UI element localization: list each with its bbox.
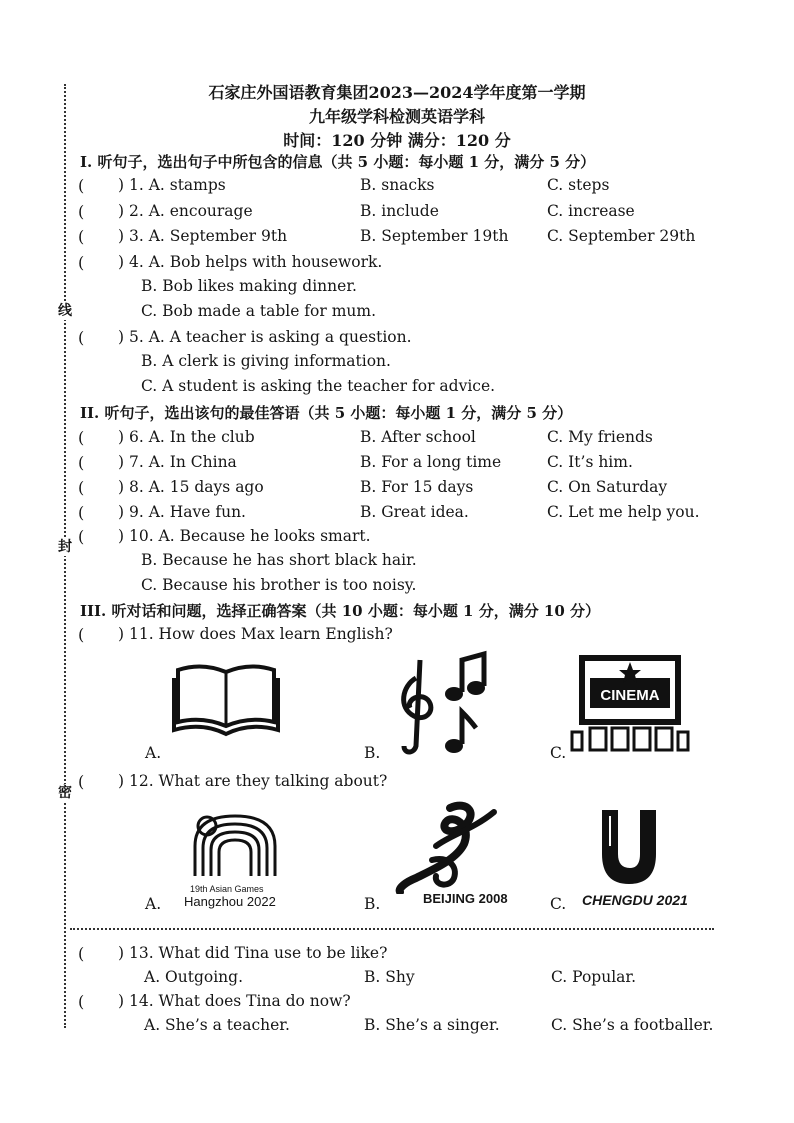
q10-option-a: ) 10. A. Because he looks smart. xyxy=(118,527,371,545)
q4-option-c: C. Bob made a table for mum. xyxy=(141,302,377,320)
q14-option-b: B. She’s a singer. xyxy=(364,1016,500,1034)
book-icon[interactable] xyxy=(170,662,282,738)
q9-option-b: B. Great idea. xyxy=(360,503,469,521)
q12-question: ) 12. What are they talking about? xyxy=(118,772,388,790)
answer-paren-3[interactable]: ( xyxy=(78,227,85,246)
answer-paren-8[interactable]: ( xyxy=(78,478,85,497)
answer-paren-1[interactable]: ( xyxy=(78,176,85,195)
section-3-heading: III. 听对话和问题，选择正确答案（共 10 小题：每小题 1 分，满分 10 分） xyxy=(80,602,601,620)
asian-games-logo-line1: 19th Asian Games xyxy=(190,884,264,894)
music-notes-icon[interactable] xyxy=(392,650,492,760)
cinema-icon[interactable] xyxy=(568,648,690,754)
q6-option-c: C. My friends xyxy=(547,428,653,446)
q3-option-c: C. September 29th xyxy=(547,227,696,245)
q9-option-a: ) 9. A. Have fun. xyxy=(118,503,246,521)
q4-option-b: B. Bob likes making dinner. xyxy=(141,277,357,295)
q6-option-b: B. After school xyxy=(360,428,476,446)
q10-option-b: B. Because he has short black hair. xyxy=(141,551,417,569)
q6-option-a: ) 6. A. In the club xyxy=(118,428,255,446)
q10-option-c: C. Because his brother is too noisy. xyxy=(141,576,417,594)
q4-option-a: ) 4. A. Bob helps with housework. xyxy=(118,253,383,271)
binding-line xyxy=(64,84,66,1028)
q8-option-b: B. For 15 days xyxy=(360,478,474,496)
beijing-olympics-logo[interactable] xyxy=(392,800,500,894)
q13-option-b: B. Shy xyxy=(364,968,415,986)
q1-option-b: B. snacks xyxy=(360,176,435,194)
q2-option-b: B. include xyxy=(360,202,439,220)
binding-label-secret: 密 xyxy=(58,785,72,801)
q11-option-a: A. xyxy=(145,744,162,762)
exam-subtitle: 九年级学科检测英语学科 xyxy=(308,107,485,126)
q12-option-c: C. xyxy=(550,895,567,913)
q12-option-b: B. xyxy=(364,895,381,913)
asian-games-hangzhou-logo[interactable] xyxy=(185,806,285,886)
answer-paren-4[interactable]: ( xyxy=(78,253,85,272)
q5-option-a: ) 5. A. A teacher is asking a question. xyxy=(118,328,412,346)
q14-question: ) 14. What does Tina do now? xyxy=(118,992,351,1010)
answer-paren-13[interactable]: ( xyxy=(78,944,85,963)
q8-option-a: ) 8. A. 15 days ago xyxy=(118,478,264,496)
answer-paren-6[interactable]: ( xyxy=(78,428,85,447)
q13-question: ) 13. What did Tina use to be like? xyxy=(118,944,388,962)
q14-option-c: C. She’s a footballer. xyxy=(551,1016,714,1034)
chengdu-logo-text: CHENGDU 2021 xyxy=(582,892,688,908)
binding-label-line: 线 xyxy=(58,303,72,319)
beijing-logo-text: BEIJING 2008 xyxy=(423,891,508,906)
section-divider xyxy=(70,928,714,930)
q7-option-b: B. For a long time xyxy=(360,453,502,471)
q13-option-a: A. Outgoing. xyxy=(144,968,244,986)
q1-option-a: ) 1. A. stamps xyxy=(118,176,226,194)
answer-paren-12[interactable]: ( xyxy=(78,772,85,791)
q7-option-c: C. It’s him. xyxy=(547,453,633,471)
q11-option-b: B. xyxy=(364,744,381,762)
answer-paren-14[interactable]: ( xyxy=(78,992,85,1011)
q2-option-a: ) 2. A. encourage xyxy=(118,202,253,220)
exam-title: 石家庄外国语教育集团2023—2024学年度第一学期 xyxy=(208,83,586,102)
q12-option-a: A. xyxy=(145,895,162,913)
q8-option-c: C. On Saturday xyxy=(547,478,668,496)
chengdu-universiade-logo[interactable] xyxy=(596,806,662,886)
q5-option-b: B. A clerk is giving information. xyxy=(141,352,391,370)
answer-paren-7[interactable]: ( xyxy=(78,453,85,472)
q3-option-b: B. September 19th xyxy=(360,227,509,245)
cinema-sign-text: CINEMA xyxy=(600,687,660,704)
answer-paren-5[interactable]: ( xyxy=(78,328,85,347)
q14-option-a: A. She’s a teacher. xyxy=(144,1016,290,1034)
q9-option-c: C. Let me help you. xyxy=(547,503,700,521)
answer-paren-10[interactable]: ( xyxy=(78,527,85,546)
q5-option-c: C. A student is asking the teacher for advice. xyxy=(141,377,496,395)
q7-option-a: ) 7. A. In China xyxy=(118,453,237,471)
q2-option-c: C. increase xyxy=(547,202,635,220)
asian-games-logo-line2: Hangzhou 2022 xyxy=(184,894,276,909)
q3-option-a: ) 3. A. September 9th xyxy=(118,227,288,245)
binding-label-seal: 封 xyxy=(58,539,72,555)
answer-paren-9[interactable]: ( xyxy=(78,503,85,522)
q13-option-c: C. Popular. xyxy=(551,968,637,986)
exam-time-score: 时间：120 分钟 满分：120 分 xyxy=(283,131,511,150)
section-1-heading: I. 听句子，选出句子中所包含的信息（共 5 小题：每小题 1 分，满分 5 分） xyxy=(80,153,596,171)
answer-paren-2[interactable]: ( xyxy=(78,202,85,221)
section-2-heading: II. 听句子，选出该句的最佳答语（共 5 小题：每小题 1 分，满分 5 分） xyxy=(80,404,573,422)
q1-option-c: C. steps xyxy=(547,176,610,194)
answer-paren-11[interactable]: ( xyxy=(78,625,85,644)
q11-question: ) 11. How does Max learn English? xyxy=(118,625,393,643)
q11-option-c: C. xyxy=(550,744,567,762)
